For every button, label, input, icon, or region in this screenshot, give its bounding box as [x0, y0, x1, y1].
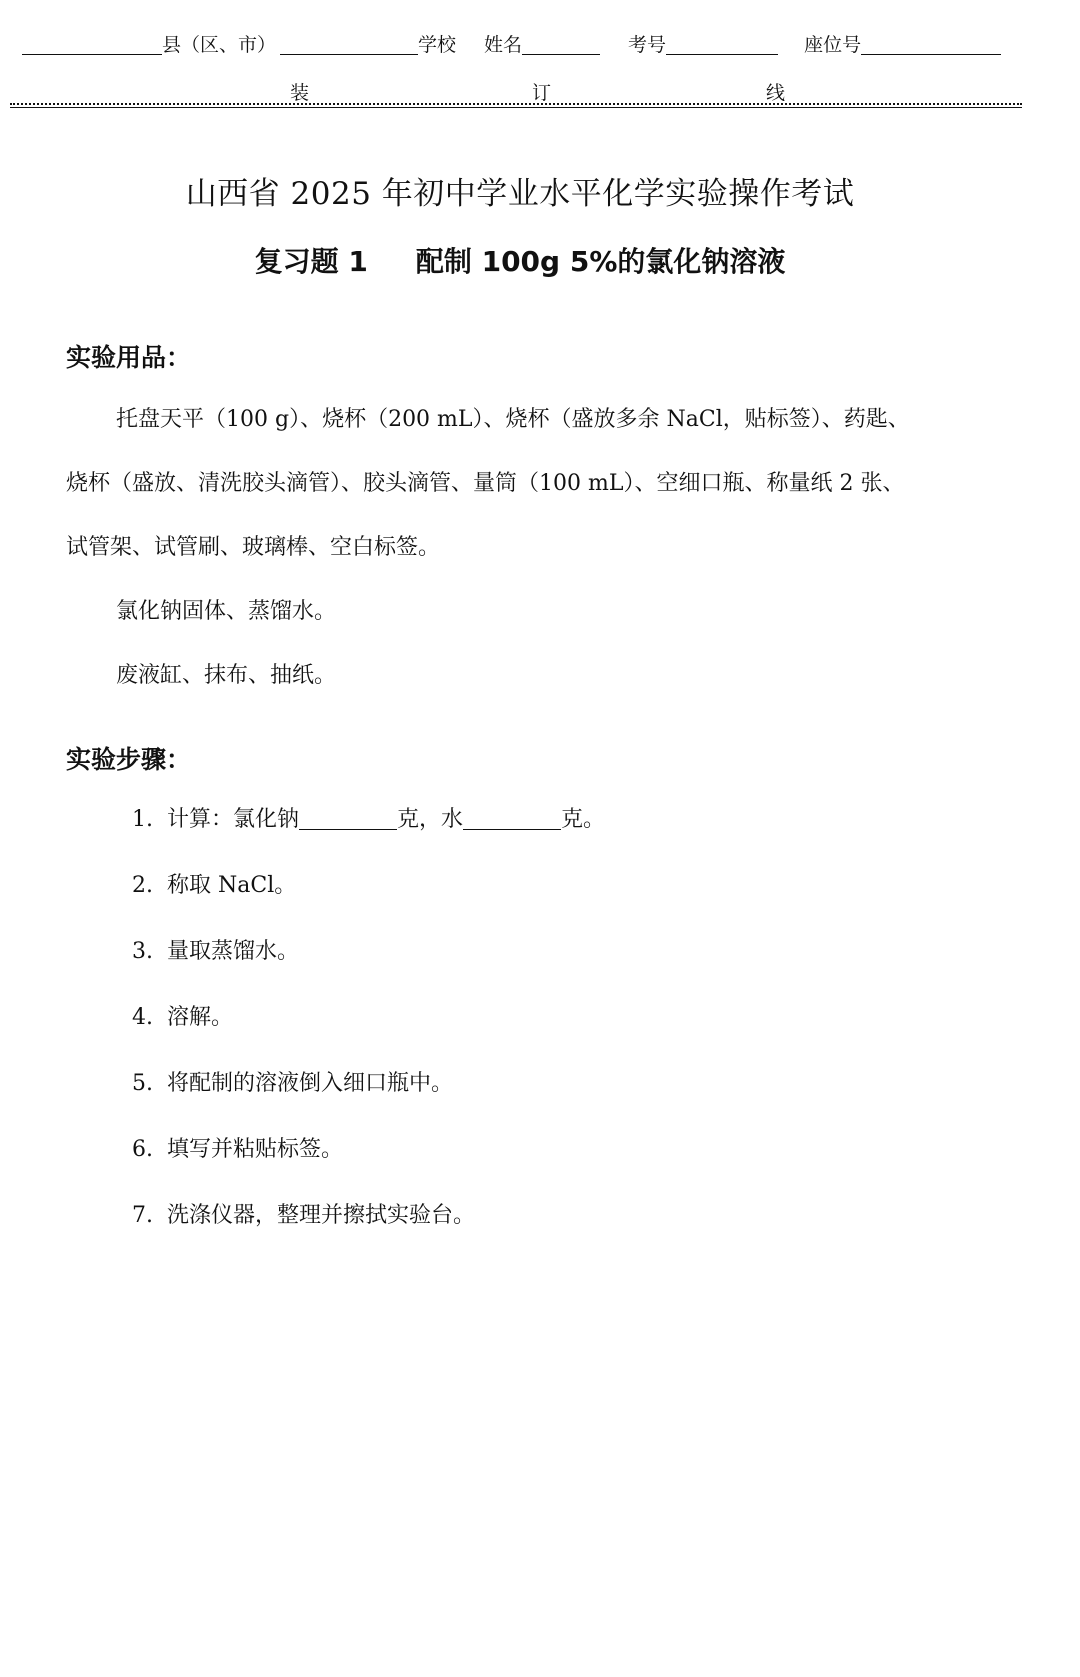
header-info-row — [22, 30, 1022, 60]
step-item-5 — [132, 1066, 453, 1097]
county-blank[interactable] — [22, 34, 162, 55]
exam-no-blank[interactable] — [666, 34, 778, 55]
step-number: 7. — [132, 1203, 153, 1228]
materials-line-4: 氯化钠固体、蒸馏水。 — [116, 599, 337, 624]
page-title: 山西省 2025 年初中学业水平化学实验操作考试 — [185, 176, 855, 212]
materials-heading: 实验用品： — [66, 343, 192, 372]
step-item-6 — [132, 1132, 343, 1163]
subtitle-topic: 配制 100g 5%的氯化钠溶液 — [415, 245, 786, 278]
step-item-3 — [132, 934, 299, 965]
materials-line-5: 废液缸、抹布、抽纸。 — [116, 663, 337, 688]
step-text: 将配制的溶液倒入细口瓶中。 — [167, 1071, 454, 1096]
step-item-7 — [132, 1198, 475, 1229]
seat-no-label: 座位号 — [804, 34, 862, 56]
step-text: 溶解。 — [167, 1005, 234, 1030]
step-text: 洗涤仪器，整理并擦拭实验台。 — [167, 1203, 476, 1228]
binding-char-xian: 线 — [766, 82, 786, 104]
step-text: 克，水 — [397, 807, 464, 832]
step-item-4 — [132, 1000, 233, 1031]
water-mass-blank[interactable] — [463, 809, 561, 830]
subtitle-number: 复习题 1 — [254, 245, 368, 278]
step-number: 6. — [132, 1137, 153, 1162]
materials-line-3: 试管架、试管刷、玻璃棒、空白标签。 — [66, 535, 441, 560]
binding-char-ding: 订 — [532, 82, 552, 104]
binding-char-zhuang: 装 — [290, 82, 310, 104]
school-label: 学校 — [418, 34, 457, 56]
step-number: 4. — [132, 1005, 153, 1030]
step-item-1 — [132, 802, 605, 833]
step-number: 5. — [132, 1071, 153, 1096]
step-number: 2. — [132, 873, 153, 898]
step-number: 3. — [132, 939, 153, 964]
materials-line-1: 托盘天平（100 g）、烧杯（200 mL）、烧杯（盛放多余 NaCl，贴标签）、药匙、 — [116, 407, 910, 432]
seat-no-blank[interactable] — [861, 34, 1001, 55]
step-item-2 — [132, 868, 296, 899]
school-blank[interactable] — [280, 34, 418, 55]
step-number: 1. — [132, 807, 153, 832]
step-text: 量取蒸馏水。 — [167, 939, 300, 964]
county-label: 县（区、市） — [162, 34, 277, 56]
steps-heading: 实验步骤： — [66, 745, 192, 774]
binding-dotted-line — [10, 103, 1022, 105]
name-blank[interactable] — [522, 34, 600, 55]
nacl-mass-blank[interactable] — [299, 809, 397, 830]
step-text: 填写并粘贴标签。 — [167, 1137, 344, 1162]
step-text: 克。 — [561, 807, 606, 832]
materials-line-2: 烧杯（盛放、清洗胶头滴管）、胶头滴管、量筒（100 mL）、空细口瓶、称量纸 2 张、 — [66, 471, 905, 496]
binding-solid-line — [10, 107, 1022, 108]
name-label: 姓名 — [484, 34, 523, 56]
step-text: 计算：氯化钠 — [167, 807, 300, 832]
exam-no-label: 考号 — [628, 34, 667, 56]
page-subtitle — [0, 240, 1040, 280]
step-text: 称取 NaCl。 — [167, 873, 297, 898]
